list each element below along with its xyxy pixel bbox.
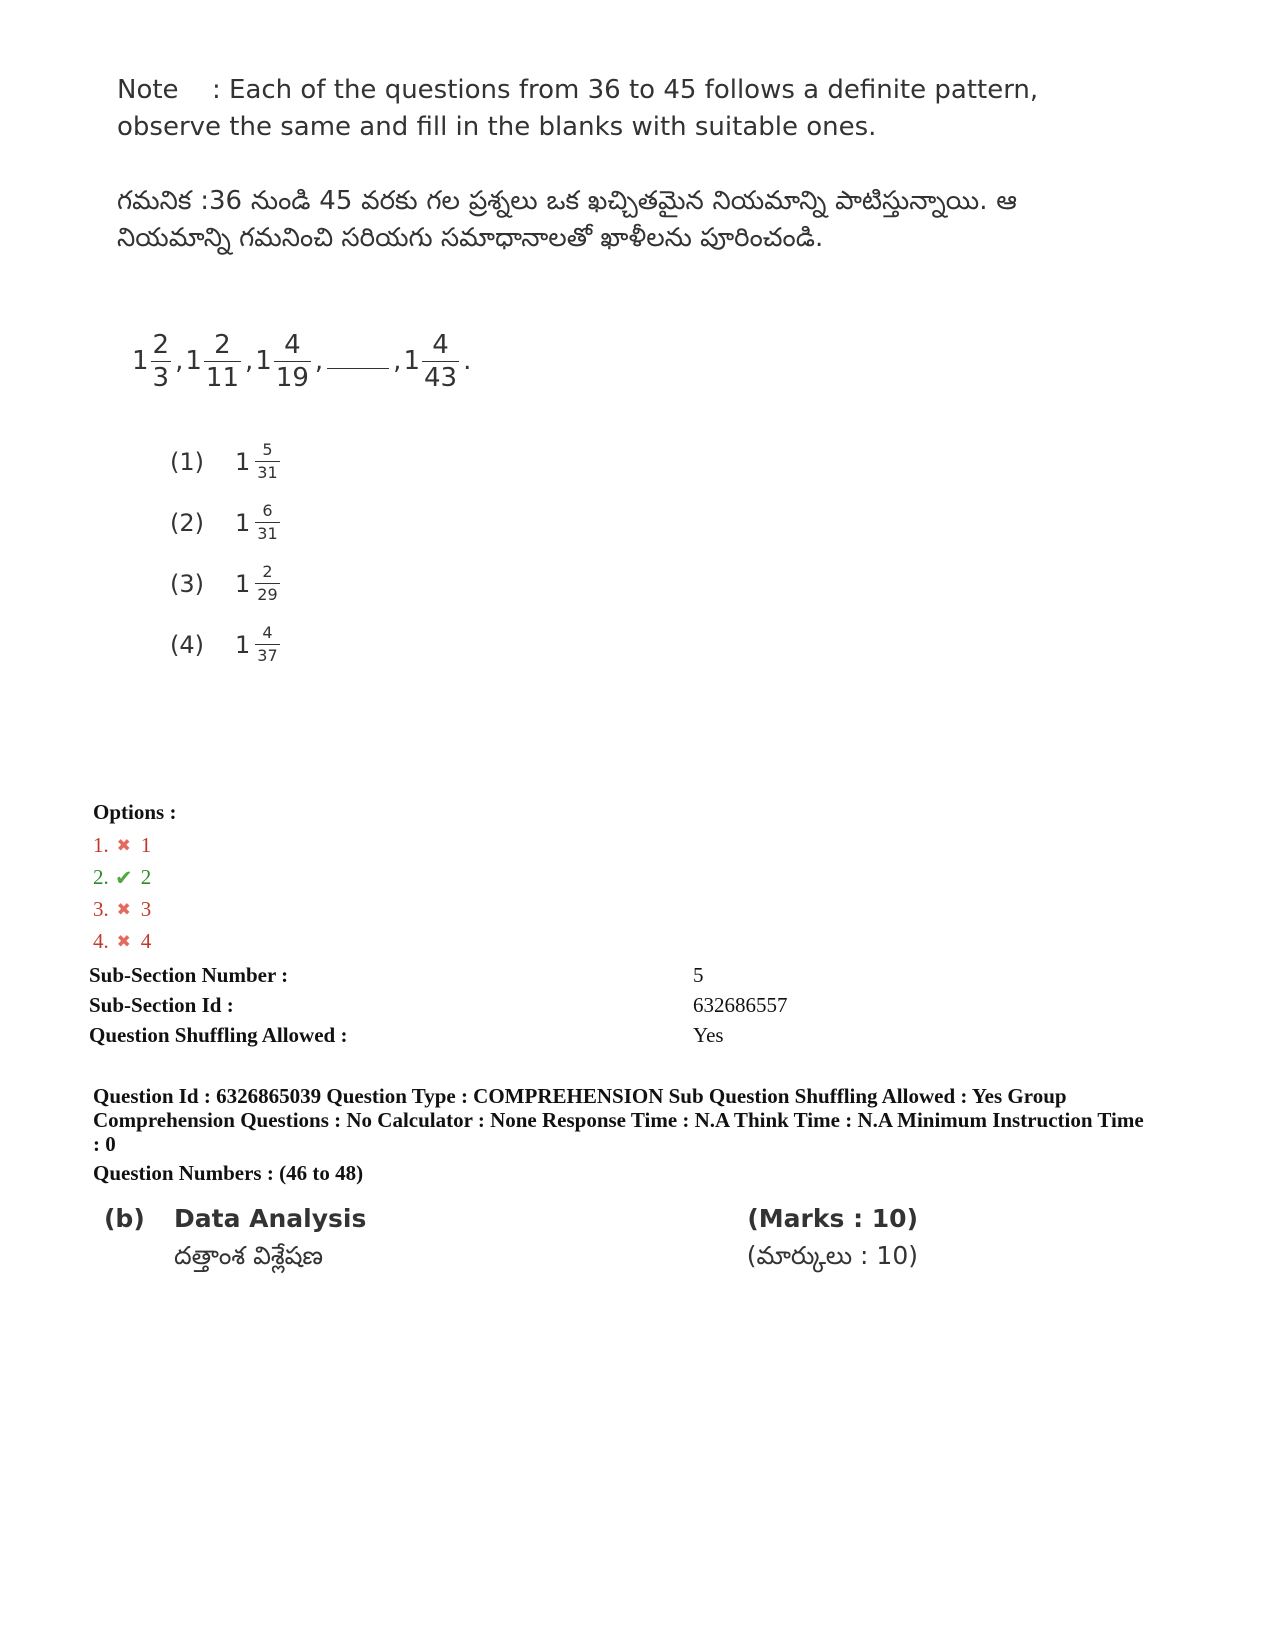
note-block: [117, 72, 1039, 146]
question-info: Question Id : 6326865039 Question Type : COMPREHENSION Sub Question Shuffling Allowed : Yes Group Comprehension Questions : No Calculator : None Response Time : N.A Think Time : N.A Minimum Instruction Time : 0: [93, 1084, 1144, 1156]
option-number: 2.: [93, 865, 109, 889]
term-whole: 1: [255, 346, 272, 376]
choice-4: [170, 625, 282, 664]
choice-label: (1): [170, 447, 204, 476]
period: .: [463, 346, 472, 376]
question-numbers: Question Numbers : (46 to 48): [93, 1161, 364, 1185]
series-term-4: [403, 329, 461, 393]
section-heading: [104, 1204, 924, 1284]
choice-label: (3): [170, 569, 204, 598]
numerator: 4: [262, 623, 273, 642]
denominator: 3: [152, 362, 170, 393]
choice-whole: 1: [235, 508, 251, 537]
option-number: 4.: [93, 929, 109, 953]
choice-2: [170, 503, 282, 542]
option-3: [93, 897, 151, 922]
section-marks-telugu: (మార్కులు : 10): [746, 1241, 918, 1270]
meta-key: Question Shuffling Allowed :: [89, 1023, 348, 1047]
denominator: 31: [257, 524, 278, 543]
term-fraction: [422, 329, 459, 393]
meta-key: Sub-Section Number :: [89, 963, 289, 987]
option-2: [93, 865, 151, 890]
choice-whole: 1: [235, 569, 251, 598]
note-text-1: Each of the questions from 36 to 45 follows a definite pattern,: [229, 75, 1039, 105]
option-4: [93, 929, 151, 954]
meta-value: 5: [693, 963, 704, 987]
choice-fraction: [255, 564, 279, 603]
cross-icon: ✖: [116, 931, 131, 952]
option-value: 1: [140, 833, 152, 857]
denominator: 11: [205, 362, 239, 393]
comma: ,: [393, 346, 402, 376]
option-1: [93, 833, 151, 858]
denominator: 29: [257, 585, 278, 604]
term-fraction: [274, 329, 311, 393]
choice-label: (2): [170, 508, 204, 537]
fraction-series: [132, 326, 473, 396]
meta-key: Sub-Section Id :: [89, 993, 234, 1017]
choice-fraction: [255, 503, 279, 542]
note-colon: :: [212, 75, 221, 105]
series-term-2: [185, 329, 243, 393]
choice-3: [170, 564, 282, 603]
section-marks: (Marks : 10): [747, 1204, 918, 1233]
section-title: Data Analysis: [174, 1204, 367, 1233]
comma: ,: [314, 346, 324, 376]
cross-icon: ✖: [116, 835, 131, 856]
option-value: 4: [140, 929, 152, 953]
meta-value: 632686557: [693, 993, 788, 1017]
check-icon: ✔: [114, 865, 133, 890]
numerator: 2: [152, 329, 170, 360]
term-whole: 1: [403, 346, 420, 376]
series-term-1: [132, 329, 173, 393]
choice-whole: 1: [235, 630, 251, 659]
numerator: 4: [284, 329, 301, 360]
numerator: 5: [262, 440, 273, 459]
numerator: 4: [432, 329, 449, 360]
option-number: 3.: [93, 897, 109, 921]
numerator: 2: [214, 329, 231, 360]
section-part: (b): [104, 1204, 145, 1233]
choice-whole: 1: [235, 447, 251, 476]
denominator: 43: [423, 362, 458, 393]
cross-icon: ✖: [116, 899, 131, 920]
options-label: Options :: [93, 800, 177, 824]
term-whole: 1: [185, 346, 202, 376]
term-fraction: [151, 329, 172, 393]
series-blank: [327, 368, 389, 369]
note-line-1: [117, 72, 1039, 109]
choice-fraction: [255, 442, 279, 481]
choice-1: [170, 442, 282, 481]
section-title-telugu: దత్తాంశ విశ్లేషణ: [174, 1241, 324, 1270]
comma: ,: [245, 346, 254, 376]
choice-label: (4): [170, 630, 204, 659]
denominator: 37: [257, 646, 278, 665]
comma: ,: [175, 346, 184, 376]
meta-value: Yes: [693, 1023, 724, 1047]
term-fraction: [204, 329, 241, 393]
option-value: 2: [140, 865, 152, 889]
option-number: 1.: [93, 833, 109, 857]
option-value: 3: [140, 897, 152, 921]
term-whole: 1: [132, 346, 149, 376]
telugu-note: గమనిక :36 నుండి 45 వరకు గల ప్రశ్నలు ఒక ఖచ్చితమైన నియమాన్ని పాటిస్తున్నాయి. ఆ నియమాన్ని గమనించి సరియగు సమాధానాలతో ఖాళీలను పూరించండి.: [117, 186, 1017, 253]
denominator: 31: [257, 463, 278, 482]
denominator: 19: [275, 362, 309, 393]
series-term-3: [255, 329, 313, 393]
choice-fraction: [255, 625, 279, 664]
note-text-2: observe the same and fill in the blanks with suitable ones.: [117, 112, 877, 142]
note-label: Note: [117, 75, 179, 105]
numerator: 6: [262, 501, 273, 520]
numerator: 2: [262, 562, 273, 581]
